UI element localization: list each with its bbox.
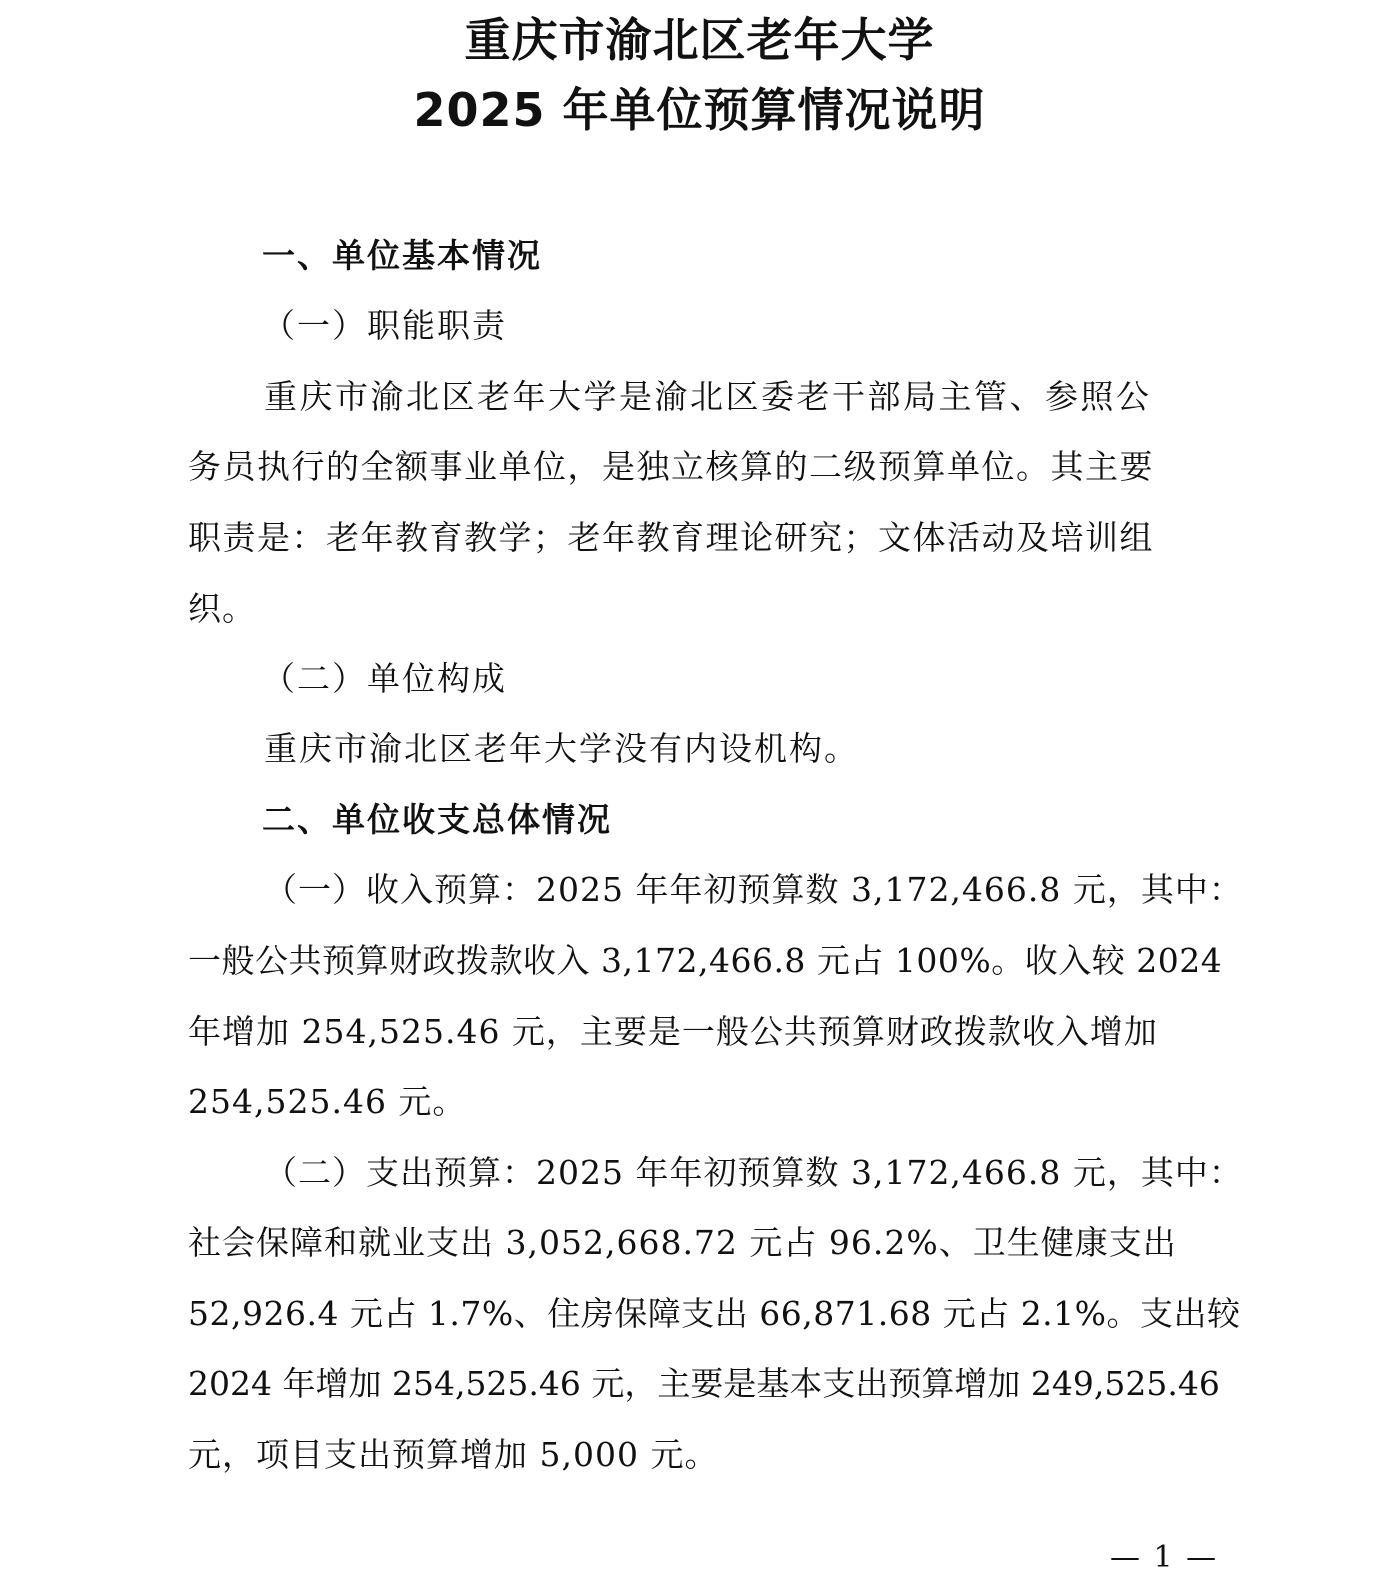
expense-line-4: 2024 年增加 254,525.46 元，主要是基本支出预算增加 249,525.46: [188, 1364, 1220, 1403]
income-line-2: 一般公共预算财政拨款收入 3,172,466.8 元占 100%。收入较 2024: [188, 941, 1223, 980]
expense-line-3: 52,926.4 元占 1.7%、住房保障支出 66,871.68 元占 2.1%。支出较: [188, 1294, 1241, 1333]
duty-line-2: 务员执行的全额事业单位，是独立核算的二级预算单位。其主要: [188, 447, 1154, 486]
expense-line-2: 社会保障和就业支出 3,052,668.72 元占 96.2%、卫生健康支出: [188, 1223, 1177, 1262]
income-line-4: 254,525.46 元。: [188, 1082, 467, 1121]
document-title-line1: 重庆市渝北区老年大学: [464, 13, 935, 67]
expense-line-1: （二）支出预算：2025 年年初预算数 3,172,466.8 元，其中：: [264, 1153, 1243, 1192]
document-title-line2: 2025 年单位预算情况说明: [413, 83, 986, 137]
duty-line-4: 织。: [188, 589, 256, 628]
income-line-1: （一）收入预算：2025 年年初预算数 3,172,466.8 元，其中：: [264, 870, 1243, 909]
income-line-3: 年增加 254,525.46 元，主要是一般公共预算财政拨款收入增加: [188, 1012, 1158, 1051]
section1-sub1-heading: （一）职能职责: [262, 306, 507, 345]
duty-line-3: 职责是：老年教育教学；老年教育理论研究；文体活动及培训组: [188, 518, 1154, 557]
structure-line-1: 重庆市渝北区老年大学没有内设机构。: [264, 729, 859, 768]
page-number: — 1 —: [1110, 1540, 1219, 1575]
expense-line-5: 元，项目支出预算增加 5,000 元。: [188, 1435, 719, 1474]
section2-heading: 二、单位收支总体情况: [262, 800, 612, 839]
duty-line-1: 重庆市渝北区老年大学是渝北区委老干部局主管、参照公: [264, 377, 1152, 416]
section1-sub2-heading: （二）单位构成: [262, 659, 507, 698]
section1-heading: 一、单位基本情况: [262, 236, 542, 275]
